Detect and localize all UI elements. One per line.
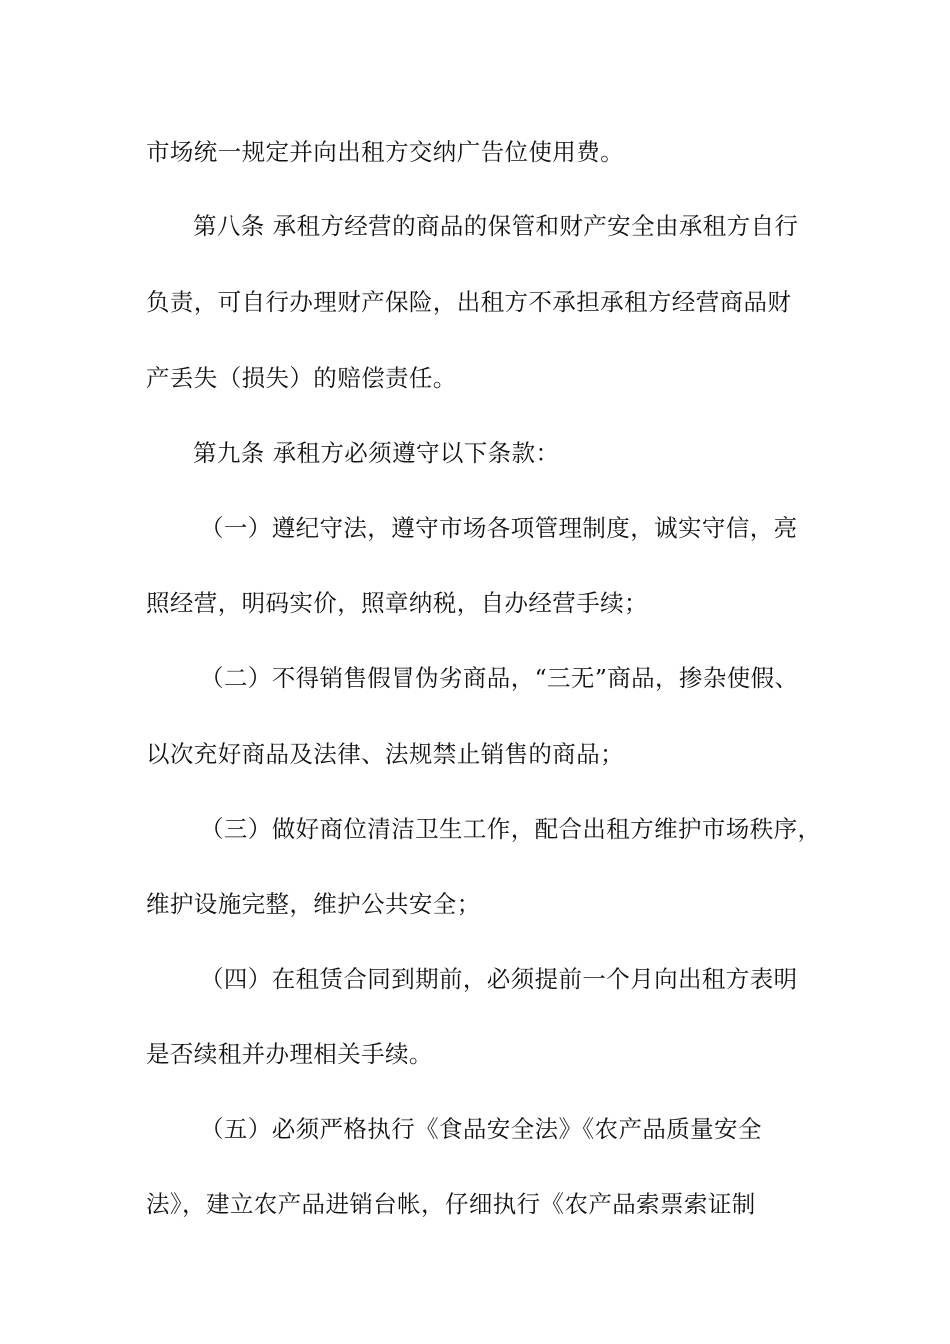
text-line-13: 是否续租并办理相关手续。: [146, 1040, 433, 1068]
text-line-4: 产丢失（损失）的赔偿责任。: [146, 364, 457, 392]
clause-5-line: （五）必须严格执行《食品安全法》《农产品质量安全: [200, 1115, 762, 1143]
text-line-1: 市场统一规定并向出租方交纳广告位使用费。: [146, 138, 624, 166]
clause-3-line: （三）做好商位清洁卫生工作，配合出租方维护市场秩序，: [200, 815, 822, 843]
text-line-11: 维护设施完整，维护公共安全；: [146, 890, 481, 918]
text-line-9: 以次充好商品及法律、法规禁止销售的商品；: [146, 740, 624, 768]
article-9-heading-line: 第九条 承租方必须遵守以下条款：: [193, 439, 560, 467]
clause-2-line: （二）不得销售假冒伪劣商品，“三无”商品，掺杂使假、: [200, 664, 799, 692]
article-8-heading-line: 第八条 承租方经营的商品的保管和财产安全由承租方自行: [193, 212, 799, 240]
clause-4-line: （四）在租赁合同到期前，必须提前一个月向出租方表明: [200, 965, 798, 993]
text-line-7: 照经营，明码实价，照章纳税，自办经营手续；: [146, 589, 648, 617]
text-line-3: 负责，可自行办理财产保险，出租方不承担承租方经营商品财: [146, 288, 792, 316]
text-line-15: 法》，建立农产品进销台帐，仔细执行《农产品索票索证制: [146, 1190, 756, 1218]
clause-1-line: （一）遵纪守法，遵守市场各项管理制度，诚实守信，亮: [200, 514, 798, 542]
